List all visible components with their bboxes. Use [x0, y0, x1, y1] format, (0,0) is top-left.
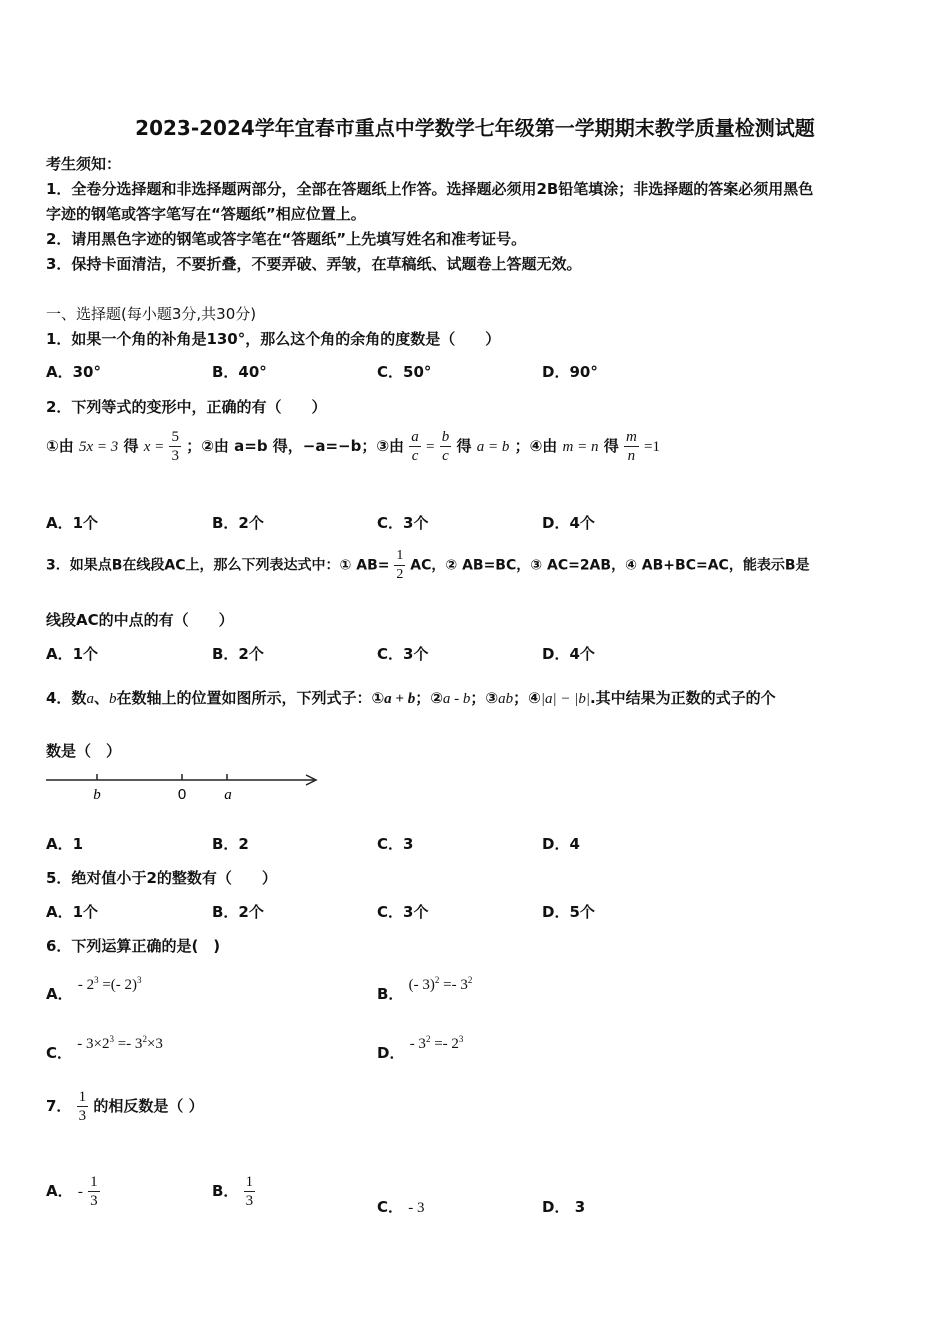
q6-option-c: C． - $3\times 2^3 =- 3^2\times 3$	[46, 1034, 163, 1062]
q2-option-a: A．1个	[46, 514, 99, 532]
fraction: $\frac{1}{3}$	[90, 1174, 98, 1209]
question-5-stem: 5．绝对值小于2的整数有（ ）	[46, 869, 277, 887]
question-4-stem: 4．数a、b在数轴上的位置如图所示，下列式子：①a + b；②a - b；③ab；④|a| − |b|.其中结果为正数的式子的个	[46, 689, 776, 707]
question-2-stem: 2．下列等式的变形中，正确的有（ ）	[46, 398, 327, 416]
fraction: $\frac{m}{n}$	[625, 429, 637, 464]
q1-option-a: A．30°	[46, 363, 101, 381]
question-6-stem: 6．下列运算正确的是( )	[46, 937, 221, 955]
fraction: $\frac{5}{3}$	[171, 429, 179, 464]
question-4-stem-cont: 数是（ ）	[46, 742, 122, 760]
fraction: $\frac{a}{c}$	[411, 429, 419, 464]
q2-text: 得	[123, 437, 139, 455]
q7-option-d: D． 3	[542, 1198, 586, 1216]
q5-option-a: A．1个	[46, 903, 99, 921]
page-title: 2023-2024学年宜春市重点中学数学七年级第一学期期末教学质量检测试题	[135, 116, 815, 140]
q6-option-b: B． (- $3)^2 =- 3^2$	[377, 975, 473, 1003]
number-line-figure	[46, 770, 326, 806]
question-2-statements	[46, 428, 660, 465]
q3-option-d: D．4个	[542, 645, 595, 663]
q2-math: x =	[143, 439, 165, 455]
q5-option-d: D．5个	[542, 903, 595, 921]
notice-item: 2．请用黑色字迹的钢笔或答字笔在“答题纸”上先填写姓名和准考证号。	[46, 230, 527, 248]
q7-option-c: C． - 3	[377, 1198, 425, 1216]
q3-option-b: B．2个	[212, 645, 264, 663]
notice-heading: 考生须知：	[46, 155, 122, 173]
q2-option-c: C．3个	[377, 514, 429, 532]
q4-option-c: C．3	[377, 835, 414, 853]
fraction: $\frac{1}{3}$	[78, 1089, 87, 1124]
q2-option-b: B．2个	[212, 514, 264, 532]
q2-text: ①由	[46, 437, 74, 455]
q2-math: m = n	[562, 439, 599, 455]
q7-option-a: A． - $\frac{1}{3}$	[46, 1174, 98, 1209]
q3-option-c: C．3个	[377, 645, 429, 663]
q5-option-b: B．2个	[212, 903, 264, 921]
notice-item: 1．全卷分选择题和非选择题两部分，全部在答题纸上作答。选择题必须用2B铅笔填涂；非选择题的答案必须用黑色	[46, 180, 814, 198]
q2-math: a = b	[476, 439, 510, 455]
q3-option-a: A．1个	[46, 645, 99, 663]
fraction: $\frac{1}{3}$	[245, 1174, 254, 1209]
q6-option-a: A． - $2^3$ =(- 2)$^3$	[46, 975, 142, 1003]
q4-option-d: D．4	[542, 835, 580, 853]
q2-text: ；④由	[514, 437, 558, 455]
q2-text: 得	[456, 437, 472, 455]
fraction: $\frac{b}{c}$	[441, 429, 450, 464]
q1-option-d: D．90°	[542, 363, 598, 381]
question-3-stem: 3．如果点B在线段AC上，那么下列表达式中：① AB= $\frac{1}{2}$ AC，② AB=BC，③ AC=2AB，④ AB+BC=AC，能表示B是	[46, 548, 810, 582]
section-heading: 一、选择题(每小题3分,共30分)	[46, 305, 257, 323]
q2-math: =	[426, 439, 435, 455]
label-b: b	[93, 787, 101, 803]
q2-math: =1	[644, 439, 660, 455]
label-a: a	[224, 787, 232, 803]
label-0: 0	[177, 786, 187, 803]
q1-option-c: C．50°	[377, 363, 432, 381]
question-7-stem: 7． $\frac{1}{3}$ 的相反数是（ ）	[46, 1089, 204, 1124]
q1-option-b: B．40°	[212, 363, 267, 381]
question-3-stem-cont: 线段AC的中点的有（ ）	[46, 611, 234, 629]
q2-text: ；②由 a=b 得，−a=−b；③由	[186, 437, 405, 455]
notice-item: 字迹的钢笔或答字笔写在“答题纸”相应位置上。	[46, 205, 366, 223]
question-1-stem: 1．如果一个角的补角是130°，那么这个角的余角的度数是（ ）	[46, 330, 501, 348]
notice-item: 3．保持卡面清洁，不要折叠，不要弄破、弄皱，在草稿纸、试题卷上答题无效。	[46, 255, 582, 273]
q2-text: 得	[603, 437, 619, 455]
q2-option-d: D．4个	[542, 514, 595, 532]
q5-option-c: C．3个	[377, 903, 429, 921]
fraction: $\frac{1}{2}$	[396, 548, 404, 582]
q2-math: 5x = 3	[78, 439, 119, 455]
q4-option-b: B．2	[212, 835, 249, 853]
q7-option-b: B． $\frac{1}{3}$	[212, 1174, 254, 1209]
q4-option-a: A．1	[46, 835, 84, 853]
q6-option-d: D． - $3^2 =- 2^3$	[377, 1034, 464, 1062]
